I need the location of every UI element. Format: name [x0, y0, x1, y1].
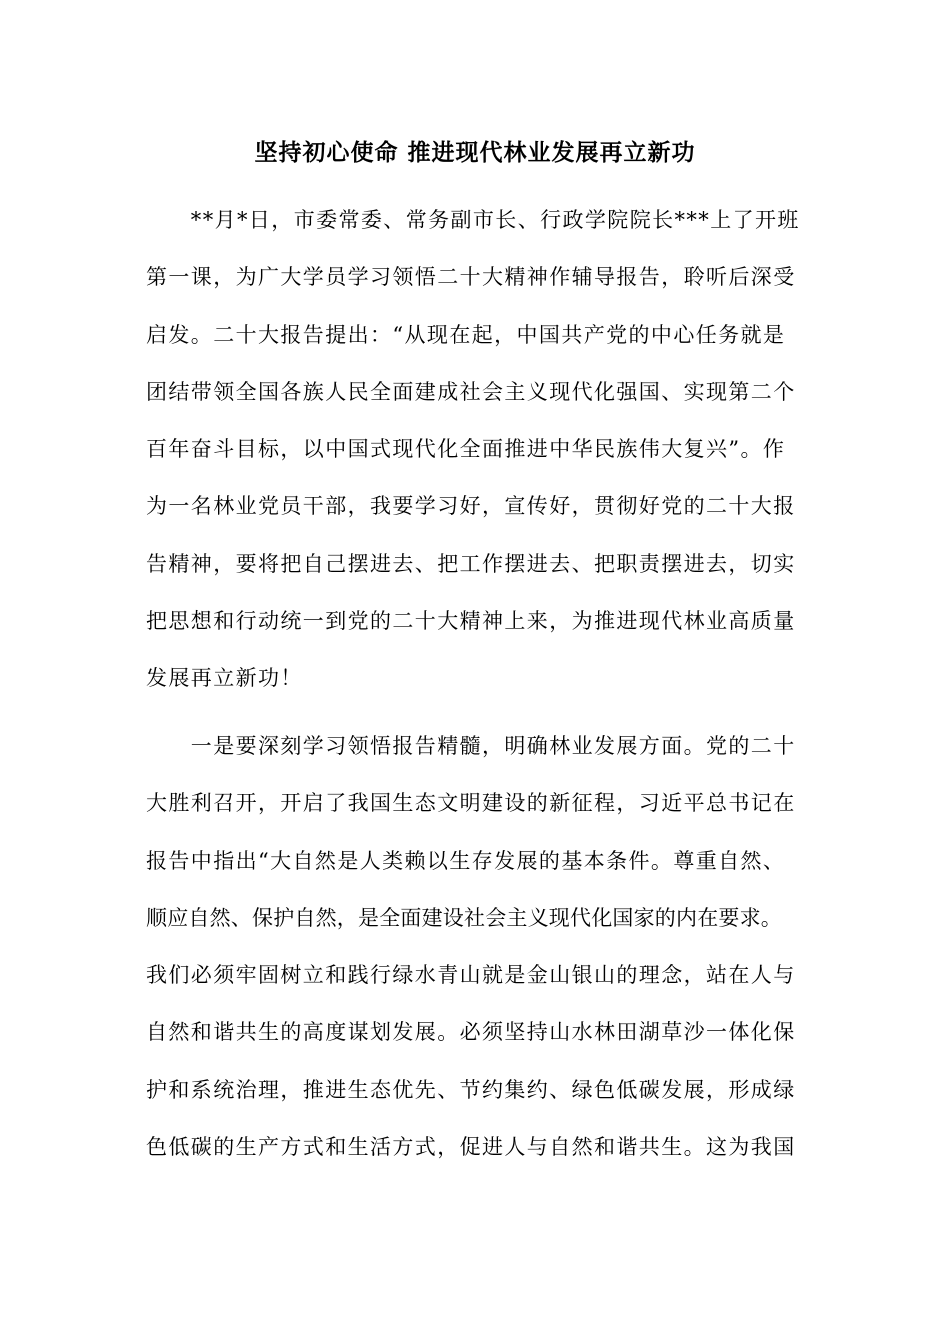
paragraph-line: 顺应自然、保护自然，是全面建设社会主义现代化国家的内在要求。: [146, 905, 782, 930]
paragraph-2: [146, 718, 826, 1176]
paragraph-line: 告精神，要将把自己摆进去、把工作摆进去、把职责摆进去，切实: [146, 551, 796, 576]
paragraph-line: 为一名林业党员干部，我要学习好，宣传好，贯彻好党的二十大报: [146, 494, 796, 519]
paragraph-line: 报告中指出“大自然是人类赖以生存发展的基本条件。尊重自然、: [146, 848, 786, 873]
paragraph-line: 团结带领全国各族人民全面建成社会主义现代化强国、实现第二个: [146, 379, 796, 404]
paragraph-line: 护和系统治理，推进生态优先、节约集约、绿色低碳发展，形成绿: [146, 1077, 796, 1102]
paragraph-line: 大胜利召开，开启了我国生态文明建设的新征程，习近平总书记在: [146, 791, 796, 816]
document-title: 坚持初心使命 推进现代林业发展再立新功: [254, 139, 696, 166]
paragraph-line: 第一课，为广大学员学习领悟二十大精神作辅导报告，聆听后深受: [146, 265, 796, 290]
paragraph-line: 启发。二十大报告提出：“从现在起，中国共产党的中心任务就是: [146, 322, 786, 347]
paragraph-line: 百年奋斗目标，以中国式现代化全面推进中华民族伟大复兴”。作: [146, 437, 786, 462]
paragraph-line: 把思想和行动统一到党的二十大精神上来，为推进现代林业高质量: [146, 609, 796, 634]
paragraph-1: [146, 192, 826, 708]
paragraph-line: **月*日，市委常委、常务副市长、行政学院院长***上了开班: [146, 208, 800, 232]
paragraph-line: 我们必须牢固树立和践行绿水青山就是金山银山的理念，站在人与: [146, 963, 796, 988]
paragraph-line: 发展再立新功！: [146, 666, 303, 691]
paragraph-line: 一是要深刻学习领悟报告精髓，明确林业发展方面。党的二十: [146, 734, 796, 758]
paragraph-line: 色低碳的生产方式和生活方式，促进人与自然和谐共生。这为我国: [146, 1135, 796, 1160]
paragraph-line: 自然和谐共生的高度谋划发展。必须坚持山水林田湖草沙一体化保: [146, 1020, 796, 1045]
